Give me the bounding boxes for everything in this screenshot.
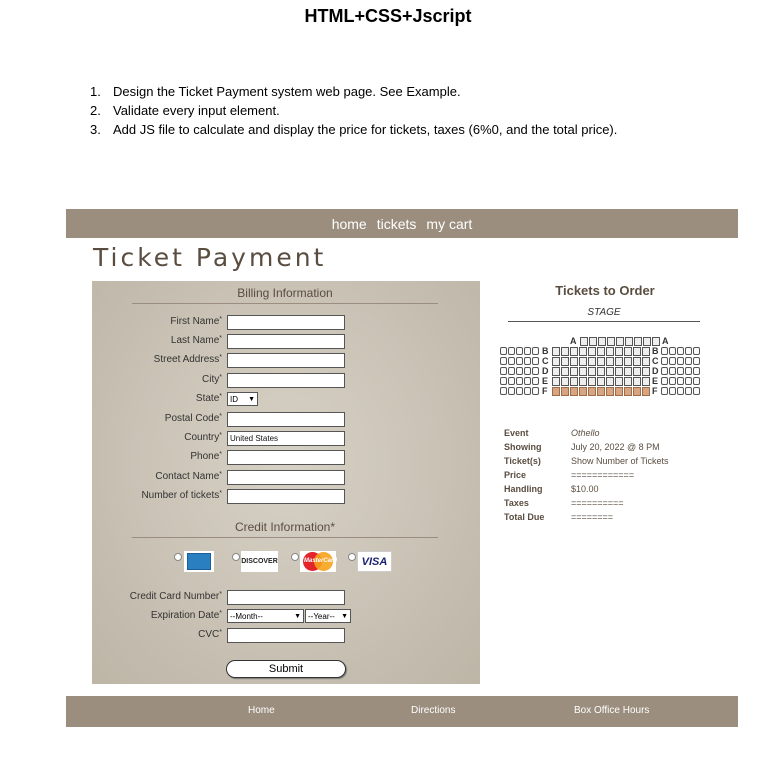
state-row: State* ID ▼ [92, 392, 480, 407]
seat[interactable] [677, 387, 684, 395]
seat[interactable] [633, 347, 641, 356]
seat[interactable] [524, 377, 531, 385]
seat[interactable] [552, 387, 560, 396]
center-seats [552, 377, 651, 386]
seat[interactable] [693, 377, 700, 385]
seat[interactable] [669, 387, 676, 395]
seat-row-f [500, 387, 710, 397]
seat[interactable] [570, 377, 578, 386]
seat[interactable] [597, 387, 605, 396]
billing-heading: Billing Information [132, 286, 438, 304]
seat[interactable] [524, 347, 531, 355]
seat[interactable] [615, 377, 623, 386]
footer-home-link[interactable]: Home [248, 705, 275, 716]
task-list [90, 82, 617, 139]
page-title: Ticket Payment [93, 243, 327, 272]
seat[interactable] [633, 387, 641, 396]
seat[interactable] [570, 387, 578, 396]
seat[interactable] [606, 367, 614, 376]
seat[interactable] [661, 377, 668, 385]
top-nav [66, 209, 738, 238]
seat[interactable] [615, 347, 623, 356]
example-web-page [66, 209, 738, 727]
seat[interactable] [661, 367, 668, 375]
mastercard-radio[interactable] [291, 553, 299, 561]
row-label: D [542, 366, 549, 376]
seat[interactable] [579, 347, 587, 356]
row-label: A [662, 336, 669, 346]
first-name-input[interactable] [227, 315, 345, 330]
cvc-input[interactable] [227, 628, 345, 643]
row-label: B [542, 346, 549, 356]
city-input[interactable] [227, 373, 345, 388]
seat[interactable] [500, 357, 507, 365]
row-label: D [652, 366, 659, 376]
seat[interactable] [624, 347, 632, 356]
chevron-down-icon: ▼ [341, 612, 348, 620]
visa-card-icon: VISA [357, 551, 392, 572]
seat-row-d [500, 367, 710, 377]
side-seats-right [661, 357, 701, 366]
seat[interactable] [552, 377, 560, 386]
mastercard-card-icon: MasterCard [300, 551, 336, 572]
seat[interactable] [580, 337, 588, 346]
seat[interactable] [524, 367, 531, 375]
seat[interactable] [624, 357, 632, 366]
seat[interactable] [606, 377, 614, 386]
seat[interactable] [693, 347, 700, 355]
seat[interactable] [669, 367, 676, 375]
discover-option[interactable] [232, 551, 280, 573]
taxes-row: Taxes ========== [504, 498, 624, 508]
seat[interactable] [642, 387, 650, 396]
seat[interactable] [685, 357, 692, 365]
side-seats-right [661, 387, 701, 396]
discover-radio[interactable] [232, 553, 240, 561]
seat[interactable] [685, 377, 692, 385]
first-name-row: First Name* [92, 315, 480, 330]
seat[interactable] [588, 367, 596, 376]
center-seats [552, 347, 651, 356]
submit-button[interactable]: Submit [226, 660, 346, 678]
row-label: C [652, 356, 659, 366]
seat[interactable] [579, 357, 587, 366]
phone-input[interactable] [227, 450, 345, 465]
seat[interactable] [615, 387, 623, 396]
seat[interactable] [588, 377, 596, 386]
nav-tickets[interactable]: tickets [376, 215, 417, 232]
seat[interactable] [532, 347, 539, 355]
seat[interactable] [516, 377, 523, 385]
seat[interactable] [570, 347, 578, 356]
side-seats-right [661, 367, 701, 376]
seat[interactable] [561, 357, 569, 366]
seat[interactable] [508, 347, 515, 355]
contact-name-input[interactable] [227, 470, 345, 485]
showing-row: Showing July 20, 2022 @ 8 PM [504, 442, 660, 452]
seat[interactable] [677, 357, 684, 365]
seat[interactable] [500, 347, 507, 355]
seat-row-a [500, 337, 710, 347]
seat[interactable] [661, 347, 668, 355]
seat[interactable] [685, 367, 692, 375]
seat[interactable] [615, 367, 623, 376]
amex-option[interactable] [174, 551, 218, 573]
street-address-input[interactable] [227, 353, 345, 368]
seat[interactable] [624, 377, 632, 386]
card-number-row: Credit Card Number* [92, 590, 480, 605]
seat[interactable] [624, 387, 632, 396]
seat[interactable] [642, 357, 650, 366]
seat[interactable] [669, 347, 676, 355]
seat[interactable] [552, 357, 560, 366]
chevron-down-icon: ▼ [248, 395, 255, 403]
seat[interactable] [532, 357, 539, 365]
row-label: E [542, 376, 549, 386]
seat[interactable] [588, 387, 596, 396]
side-seats-left [500, 367, 540, 376]
seat[interactable] [677, 377, 684, 385]
number-of-tickets-input[interactable] [227, 489, 345, 504]
side-seats-right [661, 377, 701, 386]
seat[interactable] [552, 367, 560, 376]
visa-option[interactable] [348, 551, 394, 573]
seat[interactable] [579, 387, 587, 396]
seat[interactable] [561, 387, 569, 396]
center-seats [552, 367, 651, 376]
handling-row: Handling $10.00 [504, 484, 599, 494]
total-due-row: Total Due ======== [504, 512, 614, 522]
postal-row: Postal Code* [92, 412, 480, 427]
side-seats-left [500, 387, 540, 396]
seat[interactable] [516, 367, 523, 375]
nav-home[interactable]: home [331, 215, 367, 232]
last-name-row: Last Name* [92, 334, 480, 349]
last-name-input[interactable] [227, 334, 345, 349]
mastercard-option[interactable] [291, 551, 337, 573]
tickets-summary-row: Ticket(s) Show Number of Tickets [504, 456, 669, 466]
seat[interactable] [606, 387, 614, 396]
seat[interactable] [579, 367, 587, 376]
row-label: B [652, 346, 659, 356]
country-row: Country* United States [92, 431, 480, 446]
seat[interactable] [685, 347, 692, 355]
center-seats [552, 357, 651, 366]
seat[interactable] [500, 377, 507, 385]
state-select[interactable]: ID ▼ [227, 392, 258, 406]
seat[interactable] [661, 357, 668, 365]
expiration-month-select[interactable]: --Month-- ▼ [227, 609, 304, 623]
seat[interactable] [532, 387, 539, 395]
seat[interactable] [524, 387, 531, 395]
row-label: F [542, 386, 548, 396]
seat[interactable] [579, 377, 587, 386]
row-label: A [570, 336, 577, 346]
seat[interactable] [516, 387, 523, 395]
payment-form [92, 281, 480, 684]
amex-card-icon [184, 551, 214, 572]
seat[interactable] [561, 347, 569, 356]
seat[interactable] [597, 347, 605, 356]
footer-nav [66, 696, 738, 727]
nav-my-cart[interactable]: my cart [426, 215, 473, 232]
contact-row: Contact Name* [92, 470, 480, 485]
seat[interactable] [561, 367, 569, 376]
seat[interactable] [561, 377, 569, 386]
seat[interactable] [634, 337, 642, 346]
seat[interactable] [508, 357, 515, 365]
footer-box-office-link[interactable]: Box Office Hours [574, 705, 650, 716]
seat[interactable] [677, 347, 684, 355]
tickets-row: Number of tickets* [92, 489, 480, 504]
visa-radio[interactable] [348, 553, 356, 561]
task-item: 2. Validate every input element. [90, 103, 280, 118]
side-seats-left [500, 347, 540, 356]
seat[interactable] [616, 337, 624, 346]
seat[interactable] [633, 367, 641, 376]
card-type-options [174, 551, 404, 573]
seat[interactable] [516, 357, 523, 365]
order-title: Tickets to Order [555, 283, 655, 298]
seat-row-e [500, 377, 710, 387]
seat[interactable] [652, 337, 660, 346]
seat[interactable] [588, 347, 596, 356]
seat[interactable] [693, 357, 700, 365]
seat[interactable] [677, 367, 684, 375]
seat[interactable] [570, 367, 578, 376]
footer-directions-link[interactable]: Directions [411, 705, 456, 716]
seat[interactable] [606, 347, 614, 356]
amex-radio[interactable] [174, 553, 182, 561]
country-input[interactable]: United States [227, 431, 345, 446]
side-seats-right [661, 347, 701, 356]
seat[interactable] [624, 367, 632, 376]
seat[interactable] [589, 337, 597, 346]
seat[interactable] [643, 337, 651, 346]
seat[interactable] [500, 367, 507, 375]
seat[interactable] [570, 357, 578, 366]
row-label: E [652, 376, 659, 386]
seat[interactable] [642, 347, 650, 356]
seat-row-b [500, 347, 710, 357]
seat[interactable] [516, 347, 523, 355]
seat[interactable] [588, 357, 596, 366]
seat[interactable] [669, 357, 676, 365]
expiration-year-select[interactable]: --Year-- ▼ [305, 609, 351, 623]
center-seats [580, 337, 661, 346]
seat[interactable] [633, 357, 641, 366]
seat[interactable] [642, 367, 650, 376]
postal-code-input[interactable] [227, 412, 345, 427]
seat[interactable] [615, 357, 623, 366]
seat[interactable] [685, 387, 692, 395]
seat[interactable] [552, 347, 560, 356]
street-row: Street Address* [92, 353, 480, 368]
seat[interactable] [633, 377, 641, 386]
side-seats-left [500, 357, 540, 366]
city-row: City* [92, 373, 480, 388]
document-title: HTML+CSS+Jscript [304, 6, 472, 26]
seat[interactable] [607, 337, 615, 346]
task-item: 3. Add JS file to calculate and display the price for tickets, taxes (6%0, and the total price). [90, 122, 618, 137]
row-label: F [652, 386, 658, 396]
task-item: 1. Design the Ticket Payment system web page. See Example. [90, 84, 461, 99]
seat[interactable] [508, 367, 515, 375]
stage-label: STAGE [508, 307, 700, 322]
seat[interactable] [693, 387, 700, 395]
credit-heading: Credit Information* [132, 520, 438, 538]
seat[interactable] [532, 367, 539, 375]
seat[interactable] [532, 377, 539, 385]
seat[interactable] [669, 377, 676, 385]
credit-card-number-input[interactable] [227, 590, 345, 605]
seat[interactable] [597, 367, 605, 376]
price-row: Price ============ [504, 470, 635, 480]
seat[interactable] [661, 387, 668, 395]
seat[interactable] [508, 377, 515, 385]
seat[interactable] [625, 337, 633, 346]
expiration-row: Expiration Date* --Month-- ▼ --Year-- ▼ [92, 609, 480, 624]
seat-row-c [500, 357, 710, 367]
seat[interactable] [524, 357, 531, 365]
seat[interactable] [508, 387, 515, 395]
seat[interactable] [642, 377, 650, 386]
cvc-row: CVC* [92, 628, 480, 643]
seat[interactable] [500, 387, 507, 395]
chevron-down-icon: ▼ [294, 612, 301, 620]
seat[interactable] [597, 357, 605, 366]
seat[interactable] [693, 367, 700, 375]
discover-card-icon: DISCOVER [241, 551, 278, 572]
seat[interactable] [598, 337, 606, 346]
side-seats-left [500, 377, 540, 386]
row-label: C [542, 356, 549, 366]
phone-row: Phone* [92, 450, 480, 465]
center-seats [552, 387, 651, 396]
event-row: Event Othello [504, 428, 600, 438]
seat[interactable] [597, 377, 605, 386]
seat[interactable] [606, 357, 614, 366]
